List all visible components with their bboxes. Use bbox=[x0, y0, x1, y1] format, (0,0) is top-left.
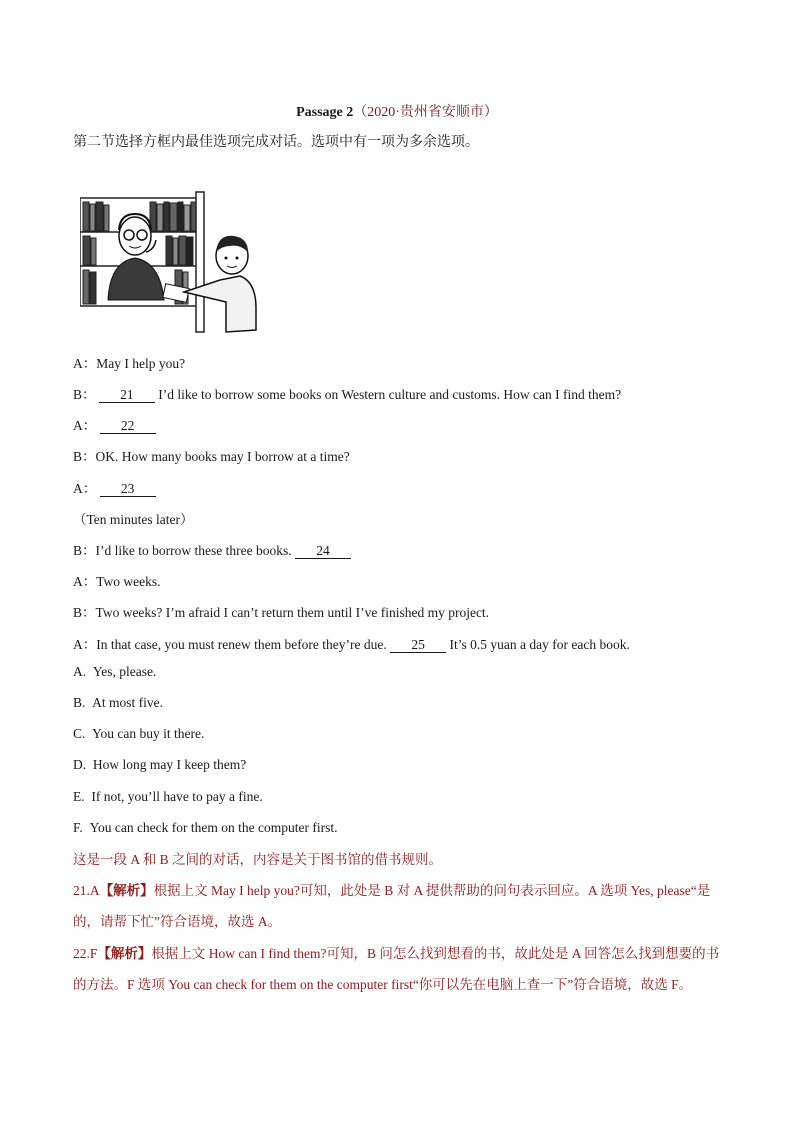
dialogue-text: OK. How many books may I borrow at a time? bbox=[95, 449, 350, 464]
answer-blank-22[interactable]: 22 bbox=[100, 419, 156, 434]
passage-title bbox=[0, 101, 794, 121]
answer-blank-25[interactable]: 25 bbox=[390, 638, 446, 653]
analysis-tag: 【解析】 bbox=[99, 883, 154, 898]
dialogue-line bbox=[73, 445, 350, 465]
dialogue-text: I’d like to borrow these three books. bbox=[95, 543, 292, 558]
dialogue-line bbox=[73, 383, 621, 403]
passage-number: Passage 2 bbox=[296, 105, 354, 120]
answer-number: 21.A bbox=[73, 883, 100, 898]
speaker-label: B： bbox=[73, 387, 96, 402]
dialogue-text: It’s 0.5 yuan a day for each book. bbox=[449, 637, 630, 652]
dialogue-text: （Ten minutes later） bbox=[73, 512, 194, 527]
dialogue-text: May I help you? bbox=[96, 356, 186, 371]
option-text: You can check for them on the computer first. bbox=[89, 820, 338, 835]
option-text: Yes, please. bbox=[92, 664, 157, 679]
speaker-label: A： bbox=[73, 637, 97, 652]
dialogue-text: In that case, you must renew them before they’re due. bbox=[96, 637, 387, 652]
analysis-text: 根据上文 How can I find them?可知，B 问怎么找到想看的书，故此处是 A 回答怎么找到想要的书的方法。F 选项 You can check for them on the computer first“你可以先在电脑上查一下”符合语境，故选 F。 bbox=[73, 946, 720, 992]
speaker-label: B： bbox=[73, 543, 96, 558]
dialogue-text: Two weeks. bbox=[96, 574, 161, 589]
speaker-label: A： bbox=[73, 356, 97, 371]
option-letter: C. bbox=[73, 726, 86, 741]
dialogue-line bbox=[73, 601, 489, 621]
section-instruction: 第二节选择方框内最佳选项完成对话。选项中有一项为多余选项。 bbox=[73, 135, 479, 150]
dialogue-line bbox=[73, 633, 630, 653]
passage-source: （2020·贵州省安顺市） bbox=[353, 105, 498, 120]
option-item bbox=[73, 757, 246, 773]
option-text: At most five. bbox=[92, 695, 164, 710]
dialogue-text: Two weeks? I’m afraid I can’t return them until I’ve finished my project. bbox=[95, 605, 490, 620]
dialogue-text: I’d like to borrow some books on Western culture and customs. How can I find them? bbox=[158, 387, 622, 402]
stage-direction bbox=[73, 508, 194, 528]
analysis-22 bbox=[73, 938, 723, 1000]
analysis-text: 根据上文 May I help you?可知，此处是 B 对 A 提供帮助的问句表示回应。A 选项 Yes, please“是的，请帮下忙”符合语境，故选 A。 bbox=[73, 883, 711, 929]
option-item bbox=[73, 664, 156, 680]
library-illustration bbox=[80, 190, 260, 340]
option-text: If not, you’ll have to pay a fine. bbox=[91, 789, 263, 804]
speaker-label: A： bbox=[73, 481, 97, 496]
dialogue-line bbox=[73, 352, 185, 372]
option-item bbox=[73, 695, 163, 711]
answer-blank-24[interactable]: 24 bbox=[295, 544, 351, 559]
dialogue-line bbox=[73, 570, 161, 590]
dialogue-line bbox=[73, 477, 156, 497]
dialogue-line bbox=[73, 539, 351, 559]
option-text: How long may I keep them? bbox=[92, 757, 247, 772]
option-letter: B. bbox=[73, 695, 86, 710]
option-letter: F. bbox=[73, 820, 83, 835]
option-item bbox=[73, 820, 338, 836]
option-letter: E. bbox=[73, 789, 85, 804]
answer-blank-23[interactable]: 23 bbox=[100, 482, 156, 497]
speaker-label: A： bbox=[73, 418, 97, 433]
speaker-label: B： bbox=[73, 605, 96, 620]
option-letter: D. bbox=[73, 757, 87, 772]
speaker-label: B： bbox=[73, 449, 96, 464]
option-text: You can buy it there. bbox=[92, 726, 205, 741]
analysis-summary: 这是一段 A 和 B 之间的对话，内容是关于图书馆的借书规则。 bbox=[73, 852, 443, 867]
answer-blank-21[interactable]: 21 bbox=[99, 388, 155, 403]
option-letter: A. bbox=[73, 664, 87, 679]
analysis-tag: 【解析】 bbox=[97, 946, 152, 961]
dialogue-line bbox=[73, 414, 156, 434]
option-item bbox=[73, 726, 204, 742]
option-item bbox=[73, 789, 263, 805]
speaker-label: A： bbox=[73, 574, 97, 589]
analysis-21 bbox=[73, 875, 723, 937]
answer-number: 22.F bbox=[73, 946, 98, 961]
